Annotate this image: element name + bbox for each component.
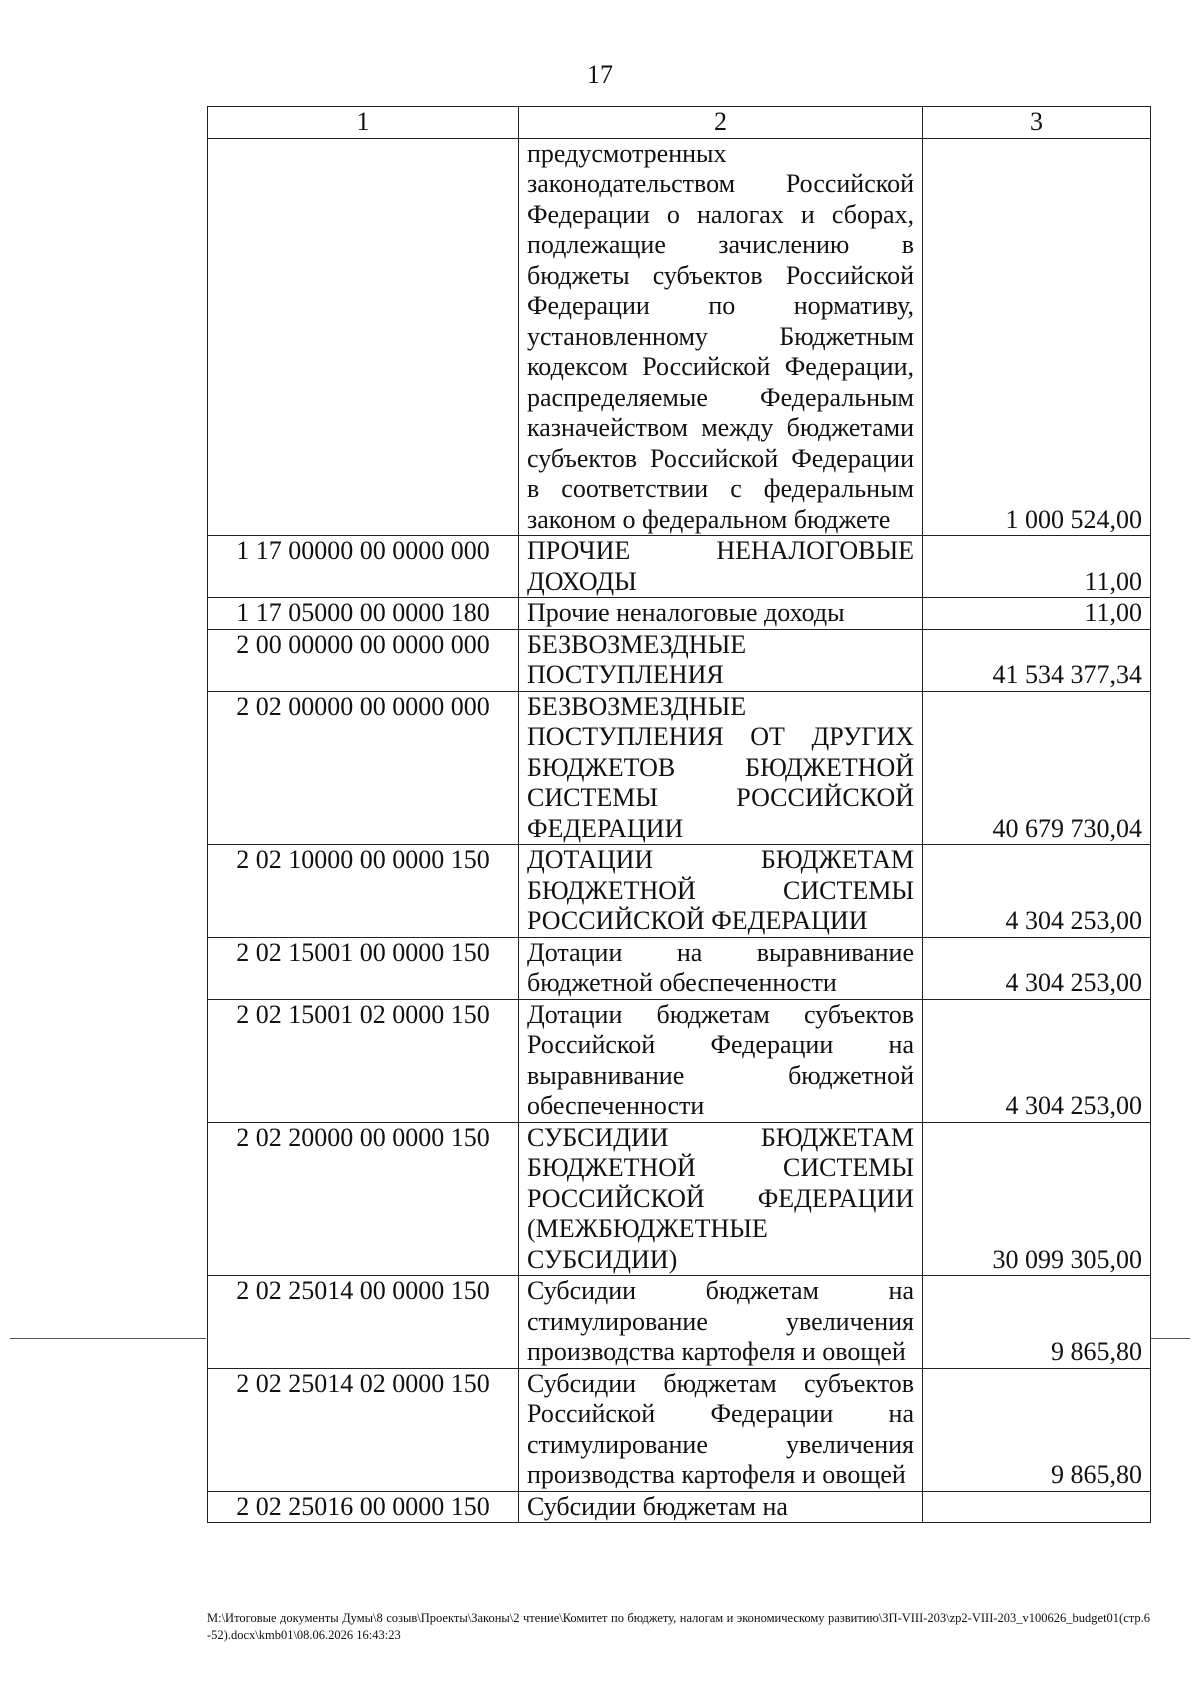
row-amount: 9 865,80 (923, 1368, 1151, 1491)
row-code: 2 02 25016 00 0000 150 (208, 1491, 519, 1523)
table-row (208, 937, 1151, 999)
row-code: 2 02 25014 00 0000 150 (208, 1276, 519, 1369)
row-code: 2 02 20000 00 0000 150 (208, 1122, 519, 1276)
table-header-row (208, 107, 1151, 139)
row-code: 1 17 05000 00 0000 180 (208, 598, 519, 630)
row-amount: 11,00 (923, 598, 1151, 630)
row-amount: 9 865,80 (923, 1276, 1151, 1369)
row-code: 2 02 15001 02 0000 150 (208, 999, 519, 1122)
budget-revenue-table (207, 106, 1151, 1523)
table-row (208, 691, 1151, 845)
table-row (208, 536, 1151, 598)
row-code: 2 02 25014 02 0000 150 (208, 1368, 519, 1491)
row-code: 2 00 00000 00 0000 000 (208, 629, 519, 691)
row-description: ДОТАЦИИ БЮДЖЕТАМ БЮДЖЕТНОЙ СИСТЕМЫ РОССИЙСКОЙ ФЕДЕРАЦИИ (519, 845, 923, 938)
row-amount: 4 304 253,00 (923, 937, 1151, 999)
row-amount: 30 099 305,00 (923, 1122, 1151, 1276)
row-amount: 41 534 377,34 (923, 629, 1151, 691)
table-row (208, 999, 1151, 1122)
row-description: ПРОЧИЕ НЕНАЛОГОВЫЕ ДОХОДЫ (519, 536, 923, 598)
row-description: БЕЗВОЗМЕЗДНЫЕ ПОСТУПЛЕНИЯ ОТ ДРУГИХ БЮДЖЕТОВ БЮДЖЕТНОЙ СИСТЕМЫ РОССИЙСКОЙ ФЕДЕРАЦИИ (519, 691, 923, 845)
row-description: предусмотренных законодательством Российской Федерации о налогах и сборах, подлежащие зачислению в бюджеты субъектов Российской Федерации по нормативу, установленному Бюджетным кодексом Российской Федерации, распределяемые Федеральным казначейством между бюджетами субъектов Российской Федерации в соответствии с федеральным законом о федеральном бюджете (519, 138, 923, 536)
table-row (208, 138, 1151, 536)
row-code: 2 02 10000 00 0000 150 (208, 845, 519, 938)
row-amount: 11,00 (923, 536, 1151, 598)
header-col-3: 3 (923, 107, 1151, 139)
scan-artifact-line-right (1150, 1338, 1190, 1339)
row-description: Субсидии бюджетам на (519, 1491, 923, 1523)
row-amount: 1 000 524,00 (923, 138, 1151, 536)
row-amount: 4 304 253,00 (923, 999, 1151, 1122)
table-row (208, 845, 1151, 938)
footer-file-path: М:\Итоговые документы Думы\8 созыв\Проекты\Законы\2 чтение\Комитет по бюджету, налогам и экономическому развитию\ЗП-VIII-203\zp2-VIII-203_v100626_budget01(стр.6-52).docx\kmb01\08.06.2026 16:43:23 (207, 1611, 1150, 1642)
table-row (208, 598, 1151, 630)
row-code (208, 138, 519, 536)
header-col-2: 2 (519, 107, 923, 139)
row-description: СУБСИДИИ БЮДЖЕТАМ БЮДЖЕТНОЙ СИСТЕМЫ РОССИЙСКОЙ ФЕДЕРАЦИИ (МЕЖБЮДЖЕТНЫЕ СУБСИДИИ) (519, 1122, 923, 1276)
header-col-1: 1 (208, 107, 519, 139)
table-row (208, 1491, 1151, 1523)
row-description: Субсидии бюджетам субъектов Российской Федерации на стимулирование увеличения производства картофеля и овощей (519, 1368, 923, 1491)
row-amount (923, 1491, 1151, 1523)
table-row (208, 1122, 1151, 1276)
row-description: Дотации бюджетам субъектов Российской Федерации на выравнивание бюджетной обеспеченности (519, 999, 923, 1122)
row-description: Прочие неналоговые доходы (519, 598, 923, 630)
row-code: 2 02 00000 00 0000 000 (208, 691, 519, 845)
row-description: БЕЗВОЗМЕЗДНЫЕ ПОСТУПЛЕНИЯ (519, 629, 923, 691)
row-amount: 40 679 730,04 (923, 691, 1151, 845)
table-row (208, 1368, 1151, 1491)
row-description: Дотации на выравнивание бюджетной обеспеченности (519, 937, 923, 999)
row-description: Субсидии бюджетам на стимулирование увеличения производства картофеля и овощей (519, 1276, 923, 1369)
scan-artifact-line-left (10, 1338, 206, 1339)
row-code: 2 02 15001 00 0000 150 (208, 937, 519, 999)
table-row (208, 1276, 1151, 1369)
table-row (208, 629, 1151, 691)
row-code: 1 17 00000 00 0000 000 (208, 536, 519, 598)
row-amount: 4 304 253,00 (923, 845, 1151, 938)
page-number: 17 (587, 60, 613, 89)
